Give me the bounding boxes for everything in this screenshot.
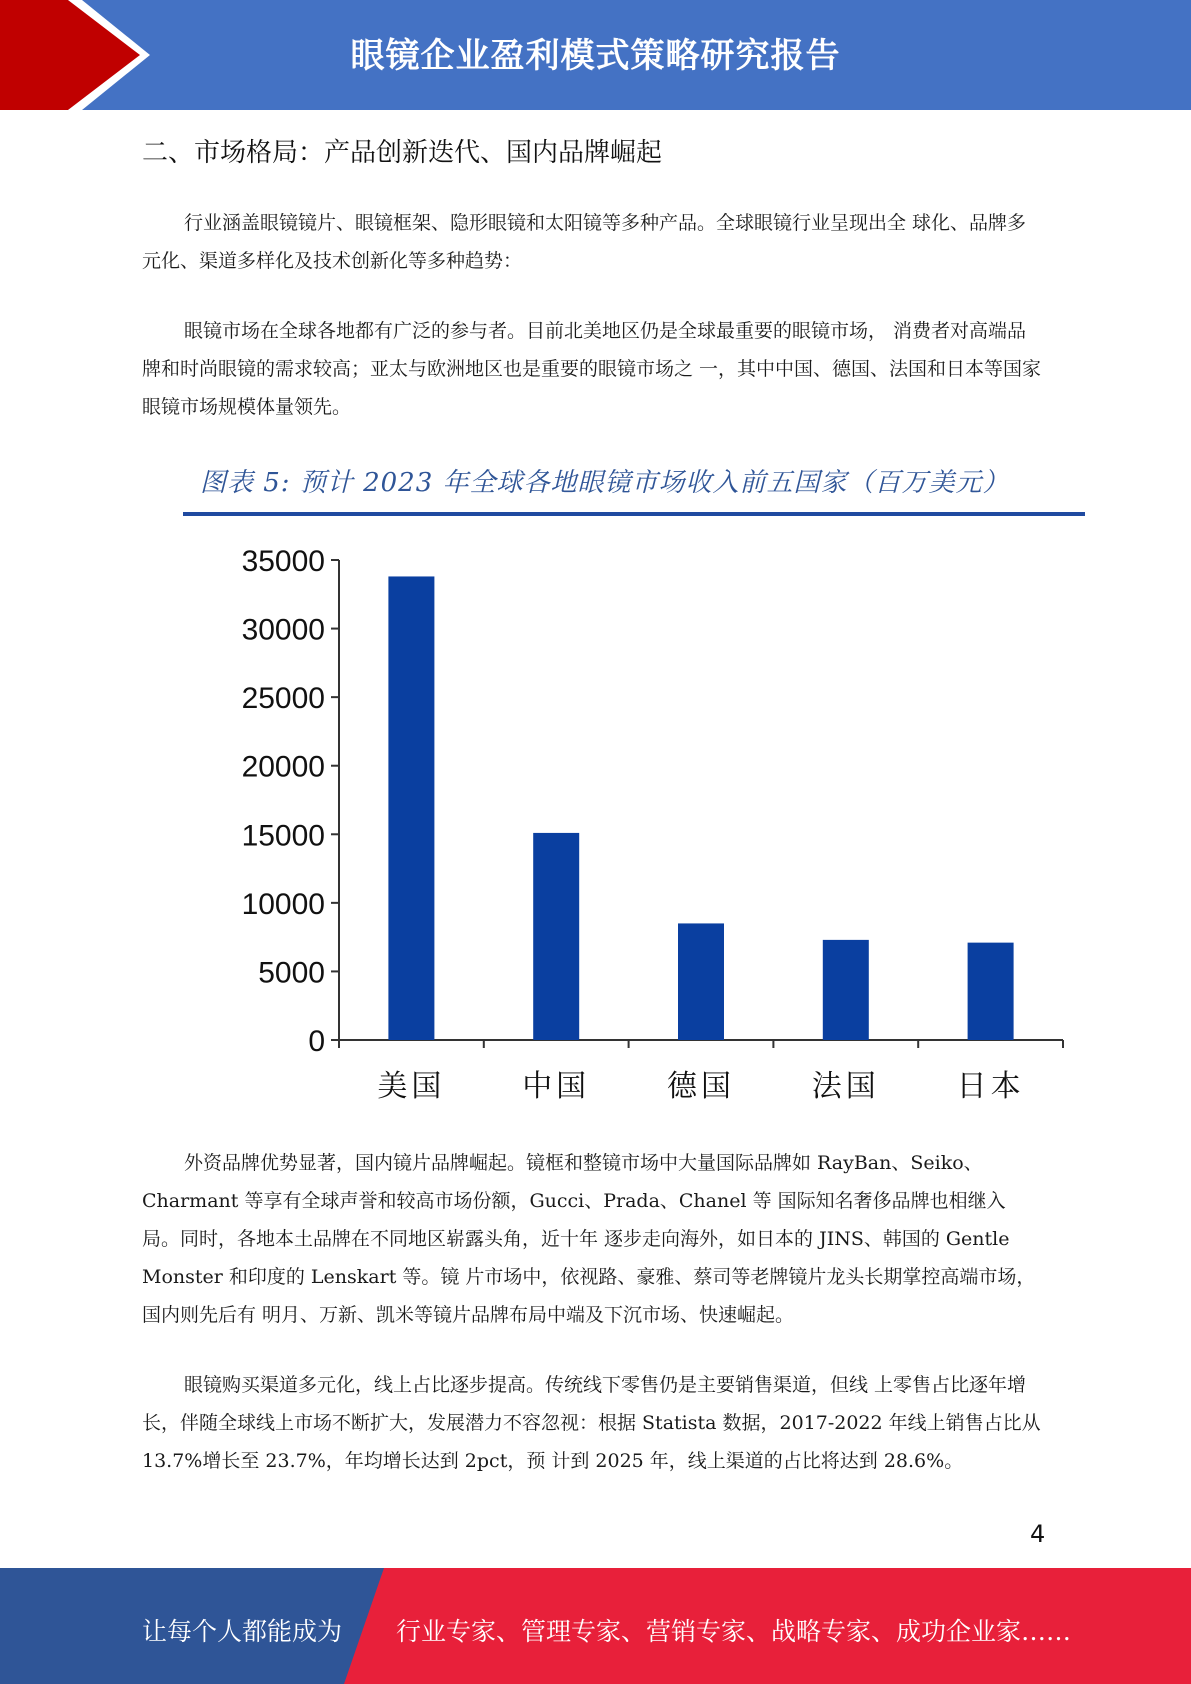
x-category-label: 法国 bbox=[811, 1069, 880, 1104]
y-tick-label: 20000 bbox=[241, 750, 325, 784]
paragraph-channels: 眼镜购买渠道多元化，线上占比逐步提高。传统线下零售仍是主要销售渠道，但线 上零售占比逐年增长，伴随全球线上市场不断扩大，发展潜力不容忽视：根据 Statista 数据，2017-2022 年线上销售占比从 13.7%增长至 23.7%，年均增长达到 2pct，预 计到 2025 年，线上渠道的占比将达到 28.6%。 bbox=[142, 1374, 1041, 1472]
y-tick-label: 35000 bbox=[241, 545, 325, 578]
paragraph-industry-overview: 行业涵盖眼镜镜片、眼镜框架、隐形眼镜和太阳镜等多种产品。全球眼镜行业呈现出全 球化、品牌多元化、渠道多样化及技术创新化等多种趋势： bbox=[142, 212, 1027, 272]
bar-chart bbox=[183, 530, 1083, 1110]
x-category-label: 美国 bbox=[377, 1069, 446, 1104]
y-tick-label: 25000 bbox=[241, 682, 325, 716]
bar-4 bbox=[968, 943, 1014, 1040]
figure-caption-rule bbox=[183, 512, 1085, 516]
y-tick-label: 30000 bbox=[241, 613, 325, 647]
page-number: 4 bbox=[1030, 1520, 1046, 1548]
bar-0 bbox=[388, 576, 434, 1040]
footer-slogan-left: 让每个人都能成为 bbox=[142, 1617, 343, 1646]
section-heading: 二、市场格局：产品创新迭代、国内品牌崛起 bbox=[142, 138, 663, 168]
footer-slogan-right: 行业专家、管理专家、营销专家、战略专家、成功企业家…… bbox=[396, 1617, 1072, 1646]
chart-bars bbox=[388, 576, 1013, 1040]
y-tick-label: 5000 bbox=[258, 956, 325, 990]
x-category-label: 中国 bbox=[522, 1069, 591, 1104]
chart-labels bbox=[242, 545, 1025, 1104]
bar-3 bbox=[823, 940, 869, 1040]
figure-caption: 图表 5: 预计 2023 年全球各地眼镜市场收入前五国家（百万美元） bbox=[200, 468, 1010, 498]
x-category-label: 德国 bbox=[667, 1069, 735, 1104]
paragraph-brands: 外资品牌优势显著，国内镜片品牌崛起。镜框和整镜市场中大量国际品牌如 RayBan、Seiko、Charmant 等享有全球声誉和较高市场份额，Gucci、Prada、Chanel 等 国际知名奢侈品牌也相继入局。同时，各地本土品牌在不同地区崭露头角，近十年 逐步走向海外，如日本的 JINS、韩国的 Gentle Monster 和印度的 Lenskart 等。镜 片市场中，依视路、豪雅、蔡司等老牌镜片龙头长期掌控高端市场，国内则先后有 明月、万新、凯米等镜片品牌布局中端及下沉市场、快速崛起。 bbox=[142, 1152, 1036, 1326]
x-category-label: 日本 bbox=[956, 1069, 1025, 1104]
y-tick-label: 0 bbox=[308, 1025, 325, 1058]
y-tick-label: 15000 bbox=[241, 819, 325, 853]
report-title: 眼镜企业盈利模式策略研究报告 bbox=[350, 36, 841, 76]
footer-banner bbox=[0, 1568, 1191, 1684]
paragraph-global-markets: 眼镜市场在全球各地都有广泛的参与者。目前北美地区仍是全球最重要的眼镜市场， 消费者对高端品牌和时尚眼镜的需求较高；亚太与欧洲地区也是重要的眼镜市场之 一，其中中国、德国、法国和日本等国家眼镜市场规模体量领先。 bbox=[142, 320, 1042, 418]
bar-2 bbox=[678, 923, 724, 1040]
y-tick-label: 10000 bbox=[241, 887, 325, 921]
bar-1 bbox=[533, 833, 579, 1040]
header-banner bbox=[0, 0, 1191, 110]
